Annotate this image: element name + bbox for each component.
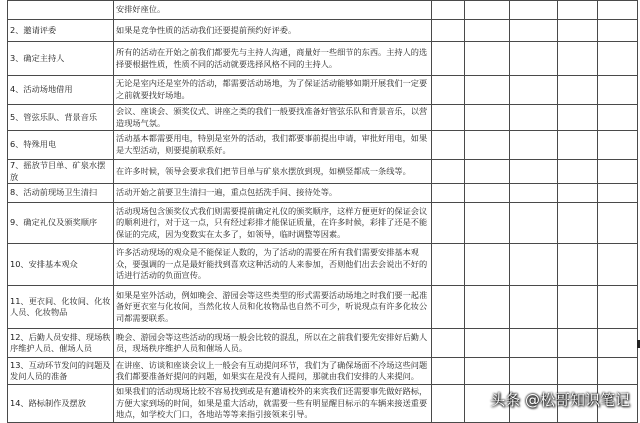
item-description-cell[interactable] xyxy=(114,160,432,184)
item-description-text: 在许多时候，领导会要求我们把节目单与矿泉水摆放到现，如横竖都成一条线等。 xyxy=(116,165,411,176)
empty-cell[interactable] xyxy=(432,20,465,42)
item-label-cell[interactable]: 6、特殊用电 xyxy=(8,131,114,160)
table-row xyxy=(8,329,638,358)
item-description-text: 晚会、游园会等这些活动的现场一般会比较的混乱，所以在之前我们要先安排好后勤人员，现场秩序维护人员和催场人员。 xyxy=(116,331,428,354)
item-description-cell[interactable] xyxy=(114,244,432,286)
empty-cell[interactable] xyxy=(510,203,558,244)
empty-cell[interactable] xyxy=(465,42,510,76)
table-row xyxy=(8,76,638,105)
empty-cell[interactable] xyxy=(432,184,465,203)
empty-cell[interactable] xyxy=(432,160,465,184)
empty-cell[interactable] xyxy=(432,358,465,385)
empty-cell[interactable] xyxy=(558,244,598,286)
item-description-cell[interactable] xyxy=(114,184,432,203)
item-label-cell[interactable]: 9、确定礼仪及颁奖顺序 xyxy=(8,203,114,244)
empty-cell[interactable] xyxy=(465,160,510,184)
item-description-cell[interactable] xyxy=(114,105,432,131)
item-description-cell[interactable] xyxy=(114,329,432,358)
empty-cell[interactable] xyxy=(510,76,558,105)
empty-cell[interactable] xyxy=(465,358,510,385)
empty-cell[interactable] xyxy=(558,160,598,184)
item-label-cell[interactable]: 3、确定主持人 xyxy=(8,42,114,76)
empty-cell[interactable] xyxy=(432,1,465,20)
empty-cell[interactable] xyxy=(510,329,558,358)
empty-cell[interactable] xyxy=(432,286,465,329)
empty-cell[interactable] xyxy=(465,105,510,131)
empty-cell[interactable] xyxy=(558,184,598,203)
empty-cell[interactable] xyxy=(558,286,598,329)
empty-cell[interactable] xyxy=(465,20,510,42)
empty-cell[interactable] xyxy=(598,184,638,203)
table-row xyxy=(8,203,638,244)
item-label-cell[interactable]: 12、后勤人员安排、现场秩序维护人员、催场人员 xyxy=(8,329,114,358)
empty-cell[interactable] xyxy=(465,286,510,329)
item-label-cell[interactable]: 13、互动环节发问的问题及发问人员的准备 xyxy=(8,358,114,385)
item-description-text: 在讲座、访谈和座谈会议上一般会有互动提问环节，我们为了确保场面不冷场这些问题我们都要准备好提问的问题，如果实在是没有人提问，那就由我们安排的人来提问。 xyxy=(116,359,428,382)
item-label-cell[interactable]: 2、邀请评委 xyxy=(8,20,114,42)
empty-cell[interactable] xyxy=(598,286,638,329)
item-description-cell[interactable] xyxy=(114,385,432,423)
table-body xyxy=(8,1,638,423)
item-label-cell[interactable]: 11、更衣间、化妆间、化妆人员、化妆物品 xyxy=(8,286,114,329)
empty-cell[interactable] xyxy=(598,76,638,105)
item-description-cell[interactable] xyxy=(114,20,432,42)
empty-cell[interactable] xyxy=(598,160,638,184)
empty-cell[interactable] xyxy=(558,42,598,76)
item-description-cell[interactable] xyxy=(114,358,432,385)
empty-cell[interactable] xyxy=(465,203,510,244)
empty-cell[interactable] xyxy=(558,358,598,385)
empty-cell[interactable] xyxy=(465,244,510,286)
empty-cell[interactable] xyxy=(465,76,510,105)
empty-cell[interactable] xyxy=(465,184,510,203)
empty-cell[interactable] xyxy=(598,358,638,385)
empty-cell[interactable] xyxy=(432,203,465,244)
empty-cell[interactable] xyxy=(558,20,598,42)
item-description-text: 活动开始之前要卫生清扫一遍，重点包括洗手间、接待处等。 xyxy=(116,187,338,198)
empty-cell[interactable] xyxy=(558,131,598,160)
empty-cell[interactable] xyxy=(558,329,598,358)
item-label-cell[interactable]: 8、活动前现场卫生清扫 xyxy=(8,184,114,203)
item-label-cell[interactable] xyxy=(8,1,114,20)
empty-cell[interactable] xyxy=(510,42,558,76)
empty-cell[interactable] xyxy=(465,1,510,20)
item-description-cell[interactable] xyxy=(114,1,432,20)
table-row xyxy=(8,131,638,160)
item-description-text: 如果是室外活动，例如晚会、游园会等这些类型的形式需要活动场地之时我们要一起准备好更衣室与化妆间，当然化妆人员和化妆物品也自然不可少，听说现点有许多化妆公司都需要联系。 xyxy=(116,289,428,323)
table-row xyxy=(8,184,638,203)
item-description-cell[interactable] xyxy=(114,286,432,329)
empty-cell[interactable] xyxy=(598,105,638,131)
table-row xyxy=(8,42,638,76)
item-description-text: 活动基本都需要用电，特别是室外的活动，我们都要事前提出申请，审批好用电，如果是大型活动，则要提前联系好。 xyxy=(116,133,428,155)
item-description-cell[interactable] xyxy=(114,203,432,244)
item-description-text: 无论是室内还是室外的活动，都需要活动场地，为了保证活动能够如期开展我们一定要之前就要找好场地。 xyxy=(116,78,428,100)
item-description-text: 所有的活动在开始之前我们都要先与主持人沟通，商量好一些细节的东西。主持人的选择要根据性质，性质不同的活动就要选择风格不同的主持人。 xyxy=(116,46,428,69)
table-row xyxy=(8,20,638,42)
item-description-text: 如果是竞争性质的活动我们还要提前预约好评委。 xyxy=(116,24,297,35)
empty-cell[interactable] xyxy=(465,131,510,160)
empty-cell[interactable] xyxy=(432,42,465,76)
empty-cell[interactable] xyxy=(432,105,465,131)
empty-cell[interactable] xyxy=(465,329,510,358)
table-row xyxy=(8,286,638,329)
empty-cell[interactable] xyxy=(510,160,558,184)
empty-cell[interactable] xyxy=(598,329,638,358)
empty-cell[interactable] xyxy=(510,286,558,329)
empty-cell[interactable] xyxy=(558,1,598,20)
empty-cell[interactable] xyxy=(558,203,598,244)
empty-cell[interactable] xyxy=(598,131,638,160)
empty-cell[interactable] xyxy=(432,329,465,358)
empty-cell[interactable] xyxy=(432,76,465,105)
table-row xyxy=(8,105,638,131)
empty-cell[interactable] xyxy=(510,244,558,286)
empty-cell[interactable] xyxy=(558,105,598,131)
item-description-text: 许多活动现场的观众是不能保证人数的，为了活动的需要在所有我们需要安排基本观众，要强调的一点是最好能找到喜欢这种活动的人来参加，否则他们出去会说出不好的话进行活动的负面宣传。 xyxy=(116,247,428,281)
item-label-cell[interactable]: 10、安排基本观众 xyxy=(8,244,114,286)
item-description-cell[interactable] xyxy=(114,76,432,105)
empty-cell[interactable] xyxy=(598,244,638,286)
table-row xyxy=(8,244,638,286)
empty-cell[interactable] xyxy=(432,131,465,160)
item-description-text: 安排好座位。 xyxy=(116,4,166,15)
empty-cell[interactable] xyxy=(598,20,638,42)
empty-cell[interactable] xyxy=(598,42,638,76)
item-description-cell[interactable] xyxy=(114,131,432,160)
empty-cell[interactable] xyxy=(598,203,638,244)
empty-cell[interactable] xyxy=(598,1,638,20)
empty-cell[interactable] xyxy=(510,358,558,385)
table-row xyxy=(8,1,638,20)
item-description-cell[interactable] xyxy=(114,42,432,76)
planning-table xyxy=(7,0,638,423)
empty-cell[interactable] xyxy=(510,131,558,160)
empty-cell[interactable] xyxy=(510,20,558,42)
item-label-cell[interactable]: 5、管弦乐队、背景音乐 xyxy=(8,105,114,131)
table-row xyxy=(8,160,638,184)
empty-cell[interactable] xyxy=(510,105,558,131)
table-row xyxy=(8,358,638,385)
empty-cell[interactable] xyxy=(432,385,465,423)
item-label-cell[interactable]: 7、摇放节目单、矿泉水摆放 xyxy=(8,160,114,184)
item-description-text: 如果我们的活动现场比较不容易找到或是有邀请校外的来宾我们还需要事先做好路标，方便大家到场的时间，如果是重大活动，就需要一些有明显醒目标示的车辆来接送重要地点，如学校大门口，各地站等等来指引接领来引导。 xyxy=(116,386,428,420)
item-label-cell[interactable]: 14、路标制作及摆放 xyxy=(8,385,114,423)
empty-cell[interactable] xyxy=(432,244,465,286)
empty-cell[interactable] xyxy=(510,184,558,203)
empty-cell[interactable] xyxy=(510,1,558,20)
empty-cell[interactable] xyxy=(558,76,598,105)
watermark: 头条 @松哥知识笔记 xyxy=(490,391,630,409)
item-description-text: 活动现场包含颁奖仪式我们则需要提前确定礼仪的颁奖顺序，这样方便更好的保证会议的顺利进行，对于这一点，只有经过彩排才能保证质量，在许多时候，彩排了还是不能保证的完成，因为变数实在太多了，如领导，临时调整等因素。 xyxy=(116,205,428,239)
item-label-cell[interactable]: 4、活动场地借用 xyxy=(8,76,114,105)
item-description-text: 会议、座谈会、颁奖仪式、讲座之类的我们一般要找准备好管弦乐队和背景音乐，以营造现场气氛。 xyxy=(116,105,428,128)
